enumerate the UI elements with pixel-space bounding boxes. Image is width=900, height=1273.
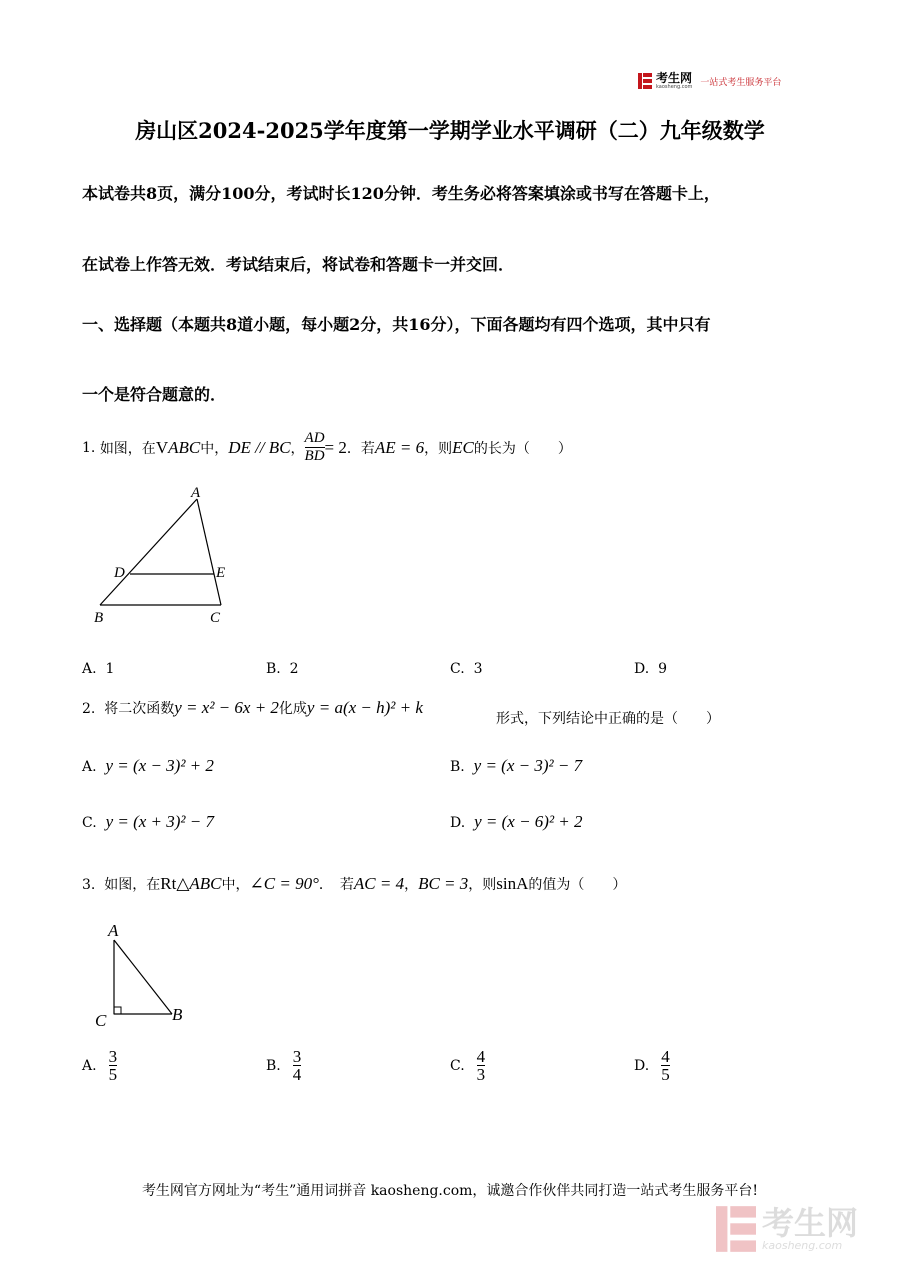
q3-option-a[interactable] bbox=[82, 1048, 117, 1083]
option-letter: D. bbox=[634, 1057, 650, 1074]
page-footer: 考生网官方网址为“考生”通用词拼音 kaosheng.com，诚邀合作伙伴共同打造一站式考生服务平台! bbox=[141, 1183, 759, 1199]
option-value: 3 bbox=[473, 661, 483, 677]
q3-sin: sinA bbox=[496, 874, 529, 893]
q3-text-5: ，则 bbox=[468, 877, 497, 893]
q3-text-2: 中， bbox=[221, 877, 250, 893]
logo-domain: kaosheng.com bbox=[656, 84, 693, 90]
label-b: B bbox=[94, 610, 104, 626]
fraction-denominator: 5 bbox=[661, 1065, 670, 1084]
q3-bc: BC = 3 bbox=[418, 874, 469, 893]
q3-option-d[interactable] bbox=[634, 1048, 670, 1083]
option-fraction bbox=[477, 1048, 486, 1083]
option-letter: A. bbox=[82, 1057, 97, 1074]
fraction-denominator: 5 bbox=[108, 1065, 118, 1084]
q1-text-4: ．若 bbox=[346, 440, 375, 457]
q3-text-1: 如图，在 bbox=[104, 877, 161, 893]
q1-option-c[interactable] bbox=[450, 661, 483, 677]
watermark bbox=[716, 1205, 858, 1253]
option-value: y = (x + 3)² − 7 bbox=[105, 812, 215, 831]
option-letter: B. bbox=[266, 661, 281, 677]
q1-abc: ABC bbox=[168, 437, 201, 457]
option-letter: C. bbox=[450, 1057, 465, 1074]
label-e: E bbox=[216, 565, 226, 581]
q1-text-1: 如图，在 bbox=[99, 440, 156, 457]
logo-name: 考生网 bbox=[656, 71, 693, 85]
site-logo bbox=[638, 72, 781, 90]
option-fraction bbox=[293, 1048, 302, 1083]
option-value: y = (x − 3)² − 7 bbox=[473, 756, 583, 775]
option-letter: C. bbox=[450, 661, 465, 677]
option-letter: D. bbox=[634, 661, 650, 677]
q1-frac-den: BD bbox=[304, 448, 325, 464]
q1-text-5: ，则 bbox=[424, 440, 453, 457]
label-c: C bbox=[95, 1011, 107, 1030]
q1-triangle-figure bbox=[90, 482, 240, 628]
q2-text-2: 化成 bbox=[278, 701, 307, 717]
q1-text-2: 中， bbox=[200, 440, 229, 457]
option-value: 1 bbox=[105, 661, 115, 677]
option-letter: D. bbox=[450, 815, 466, 831]
q1-text-6: 的长为（ ） bbox=[473, 440, 572, 457]
option-value: 2 bbox=[289, 661, 299, 677]
label-c: C bbox=[210, 610, 221, 626]
q1-option-a[interactable] bbox=[82, 661, 114, 677]
q1-parallel-condition: DE // BC bbox=[228, 437, 291, 457]
q3-angle: ∠C = 90° bbox=[249, 874, 319, 893]
q2-number: 2. bbox=[82, 701, 96, 717]
q1-ratio-fraction bbox=[305, 430, 325, 465]
fraction-numerator: 4 bbox=[661, 1047, 670, 1066]
option-letter: A. bbox=[82, 661, 97, 677]
right-angle-mark bbox=[114, 1007, 121, 1014]
q3-option-c[interactable] bbox=[450, 1048, 485, 1083]
edge-ac bbox=[197, 499, 221, 605]
q3-number: 3. bbox=[82, 877, 96, 893]
q2-text-1: 将二次函数 bbox=[104, 701, 175, 717]
q3-ac: AC = 4 bbox=[353, 874, 405, 893]
watermark-domain: kaosheng.com bbox=[762, 1238, 843, 1252]
q2-text-3: 形式，下列结论中正确的是（ ） bbox=[496, 711, 720, 727]
intro-line-2: 在试卷上作答无效．考试结束后，将试卷和答题卡一并交回． bbox=[82, 255, 515, 274]
edge-ab bbox=[100, 499, 197, 605]
q3-rt-triangle: Rt△ bbox=[160, 874, 190, 893]
q1-option-b[interactable] bbox=[266, 661, 299, 677]
q2-function: y = x² − 6x + 2 bbox=[174, 698, 279, 717]
section-1-heading-line-1: 一、选择题（本题共8道小题，每小题2分，共16分），下面各题均有四个选项，其中只有 bbox=[82, 315, 711, 334]
q1-frac-num: AD bbox=[304, 430, 325, 446]
fraction-numerator: 3 bbox=[108, 1047, 118, 1066]
q1-text-3: ， bbox=[290, 440, 305, 457]
question-2 bbox=[82, 698, 423, 718]
fraction-denominator: 4 bbox=[292, 1065, 302, 1084]
triangle-symbol: V bbox=[155, 437, 169, 457]
watermark-name: 考生网 bbox=[762, 1203, 859, 1242]
edge-ab bbox=[114, 940, 172, 1014]
q1-ratio-value: = 2 bbox=[324, 437, 347, 457]
q3-right-triangle-figure bbox=[90, 918, 200, 1034]
intro-line-1: 本试卷共8页，满分100分，考试时长120分钟．考生务必将答案填涂或书写在答题卡上， bbox=[82, 184, 720, 203]
question-1 bbox=[82, 430, 572, 465]
option-letter: B. bbox=[450, 759, 465, 775]
q3-text-6: 的值为（ ） bbox=[528, 877, 627, 893]
q1-number: 1. bbox=[82, 439, 96, 456]
q1-ec: EC bbox=[452, 437, 474, 457]
label-a: A bbox=[191, 485, 201, 501]
q2-option-a[interactable] bbox=[82, 756, 214, 776]
q3-text-3: ． 若 bbox=[318, 877, 354, 893]
section-1-heading-line-2: 一个是符合题意的． bbox=[82, 385, 227, 404]
option-value: y = (x − 3)² + 2 bbox=[105, 756, 214, 775]
option-letter: C. bbox=[82, 815, 97, 831]
question-3 bbox=[82, 874, 626, 894]
fraction-denominator: 3 bbox=[476, 1065, 486, 1084]
q2-option-b[interactable] bbox=[450, 756, 582, 776]
page-title: 房山区2024-2025学年度第一学期学业水平调研（二）九年级数学 bbox=[135, 118, 765, 143]
q2-vertex-form: y = a(x − h)² + k bbox=[306, 698, 423, 717]
option-fraction bbox=[661, 1048, 670, 1083]
q2-option-d[interactable] bbox=[450, 812, 583, 832]
watermark-logo-icon bbox=[716, 1205, 756, 1253]
label-a: A bbox=[108, 921, 119, 940]
q3-text-4: ， bbox=[404, 877, 419, 893]
option-value: y = (x − 6)² + 2 bbox=[474, 812, 583, 831]
fraction-numerator: 4 bbox=[476, 1047, 486, 1066]
q2-option-c[interactable] bbox=[82, 812, 214, 832]
fraction-numerator: 3 bbox=[292, 1047, 302, 1066]
kaosheng-logo-icon bbox=[638, 73, 652, 89]
option-fraction bbox=[109, 1048, 118, 1083]
option-letter: A. bbox=[82, 759, 97, 775]
q1-ae-condition: AE = 6 bbox=[374, 437, 425, 457]
logo-slogan: 一站式考生服务平台 bbox=[700, 77, 782, 88]
label-b: B bbox=[172, 1005, 183, 1024]
label-d: D bbox=[114, 565, 125, 581]
option-value: 9 bbox=[658, 661, 668, 677]
q1-option-d[interactable] bbox=[634, 661, 667, 677]
option-letter: B. bbox=[266, 1057, 281, 1074]
q3-option-b[interactable] bbox=[266, 1048, 301, 1083]
q3-abc: ABC bbox=[189, 874, 222, 893]
